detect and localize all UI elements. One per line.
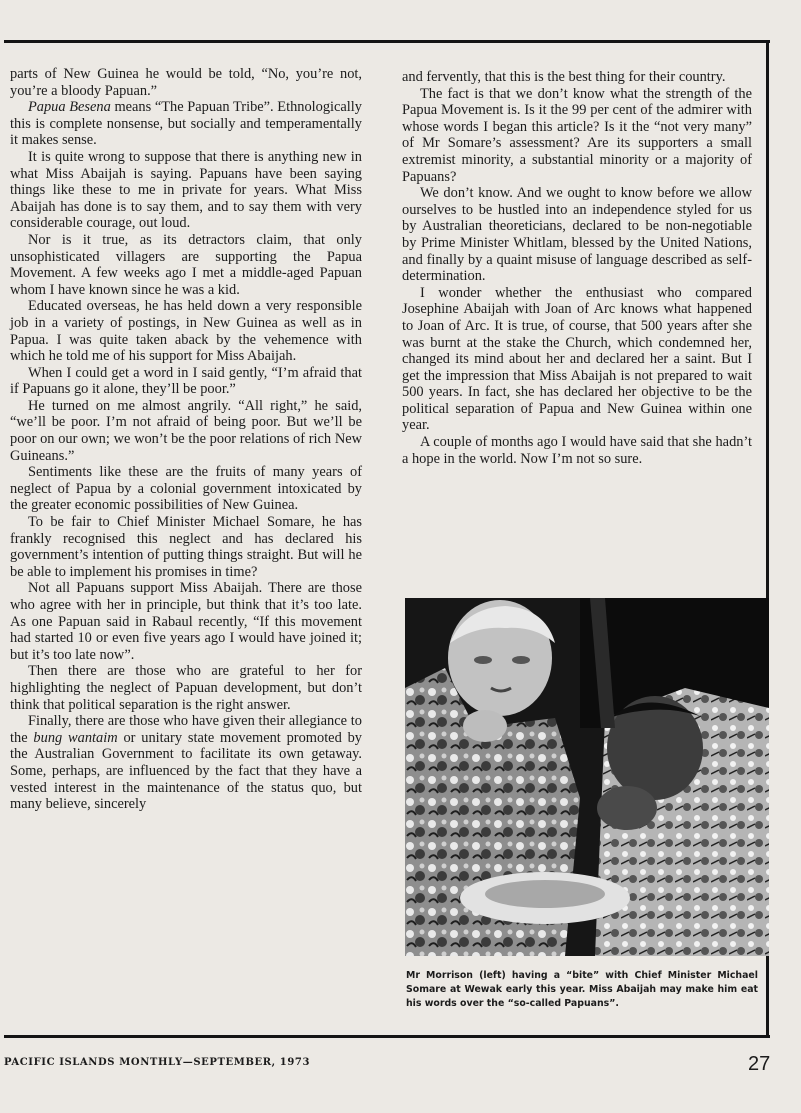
top-rule	[4, 40, 770, 43]
paragraph	[10, 713, 362, 813]
paragraph: Not all Papuans support Miss Abaijah. There are those who agree with her in principle, but think that it’s too late. As one Papuan said in Rabaul recently, “If this movement had started 10 or even five years ago I would have joined it; but it’s too late now”.	[10, 580, 362, 663]
paragraph: I wonder whether the enthusiast who compared Josephine Abaijah with Joan of Arc knows what happened to Joan of Arc. It is true, of course, that 500 years after she was burnt at the stake the Church, which condemned her, changed its mind about her and declared her a saint. But I get the impression that Miss Abaijah is not prepared to wait 500 years. In fact, she has declared her objective to be the political separation of Papua and New Guinea within one year.	[402, 284, 752, 434]
photo-illustration	[405, 598, 769, 956]
news-photo	[405, 598, 769, 956]
photo-caption: Mr Morrison (left) having a “bite” with Chief Minister Michael Somare at Wewak early this year. Miss Abaijah may make him eat his words over the “so-called Papuans”.	[406, 970, 758, 1009]
paragraph: We don’t know. And we ought to know before we allow ourselves to be hustled into an independence styled for us by Australian theoreticians, declared to be non-negotiable by Prime Minister Whitlam, blessed by the United Nations, and finally by a quaint misuse of language described as self-determination.	[402, 185, 752, 285]
paragraph: Then there are those who are grateful to her for highlighting the neglect of Papuan development, but don’t think that political separation is the right answer.	[10, 663, 362, 713]
paragraph: A couple of months ago I would have said that she hadn’t a hope in the world. Now I’m not so sure.	[402, 434, 752, 467]
paragraph: When I could get a word in I said gently, “I’m afraid that if Papuans go it alone, they’ll be poor.”	[10, 364, 362, 398]
paragraph: He turned on me almost angrily. “All right,” he said, “we’ll be poor. I’m not afraid of being poor. But we’ll be poor on our own; we won’t be the poor relations of rich New Guineans.”	[10, 397, 362, 464]
papua-besena-term: Papua Besena	[28, 99, 111, 116]
paragraph-text: means “The Papuan Tribe”. Ethnologically this is complete nonsense, but socially and temperamentally it makes sense.	[10, 99, 363, 149]
paragraph-text: or unitary state movement promoted by the Australian Government to facilitate its own getaway. Some, perhaps, are influenced by the fact that they have a vested interest in the maintenance of the status quo, but many believe, sincerely	[10, 729, 362, 813]
article-right-column	[402, 69, 752, 467]
paragraph: Educated overseas, he has held down a very responsible job in a variety of postings, in New Guinea as well as in Papua. I was quite taken aback by the vehemence with which he told me of his support for Miss Abaijah.	[10, 298, 362, 365]
article-left-column	[10, 66, 362, 813]
paragraph: parts of New Guinea he would be told, “No, you’re not, you’re a bloody Papuan.”	[10, 66, 362, 99]
paragraph: and fervently, that this is the best thing for their country.	[402, 69, 726, 85]
paragraph: Nor is it true, as its detractors claim, that only unsophisticated villagers are supporting the Papua Movement. A few weeks ago I met a middle-aged Papuan whom I have known since he was a kid.	[10, 231, 362, 298]
paragraph-text: Finally, there are those who have given their allegiance to the	[10, 713, 362, 746]
paragraph	[10, 99, 362, 149]
paragraph: Sentiments like these are the fruits of many years of neglect of Papua by a colonial government intoxicated by the greater economic possibilities of New Guinea.	[10, 464, 362, 514]
paragraph: It is quite wrong to suppose that there is anything new in what Miss Abaijah is saying. Papuans have been saying things like these to me in private for years. What Miss Abaijah has done is to say them, and to say them with very considerable courage, out loud.	[10, 148, 362, 232]
bottom-rule	[4, 1035, 770, 1038]
publication-footer: PACIFIC ISLANDS MONTHLY—SEPTEMBER, 1973	[4, 1057, 311, 1068]
bung-wantaim-term: bung wantaim	[33, 729, 118, 746]
paragraph: The fact is that we don’t know what the strength of the Papua Movement is. Is it the 99 per cent of the admirer with whose words I began this article? Is it the “not very many” of Mr Somare’s assessment? Are its supporters a small extremist minority, a substantial minority or a majority of Papuans?	[402, 85, 752, 185]
paragraph: To be fair to Chief Minister Michael Somare, he has frankly recognised this neglect and has declared his government’s intention of putting things straight. But will he be able to implement his promises in time?	[10, 514, 362, 580]
page-number: 27	[748, 1053, 771, 1075]
